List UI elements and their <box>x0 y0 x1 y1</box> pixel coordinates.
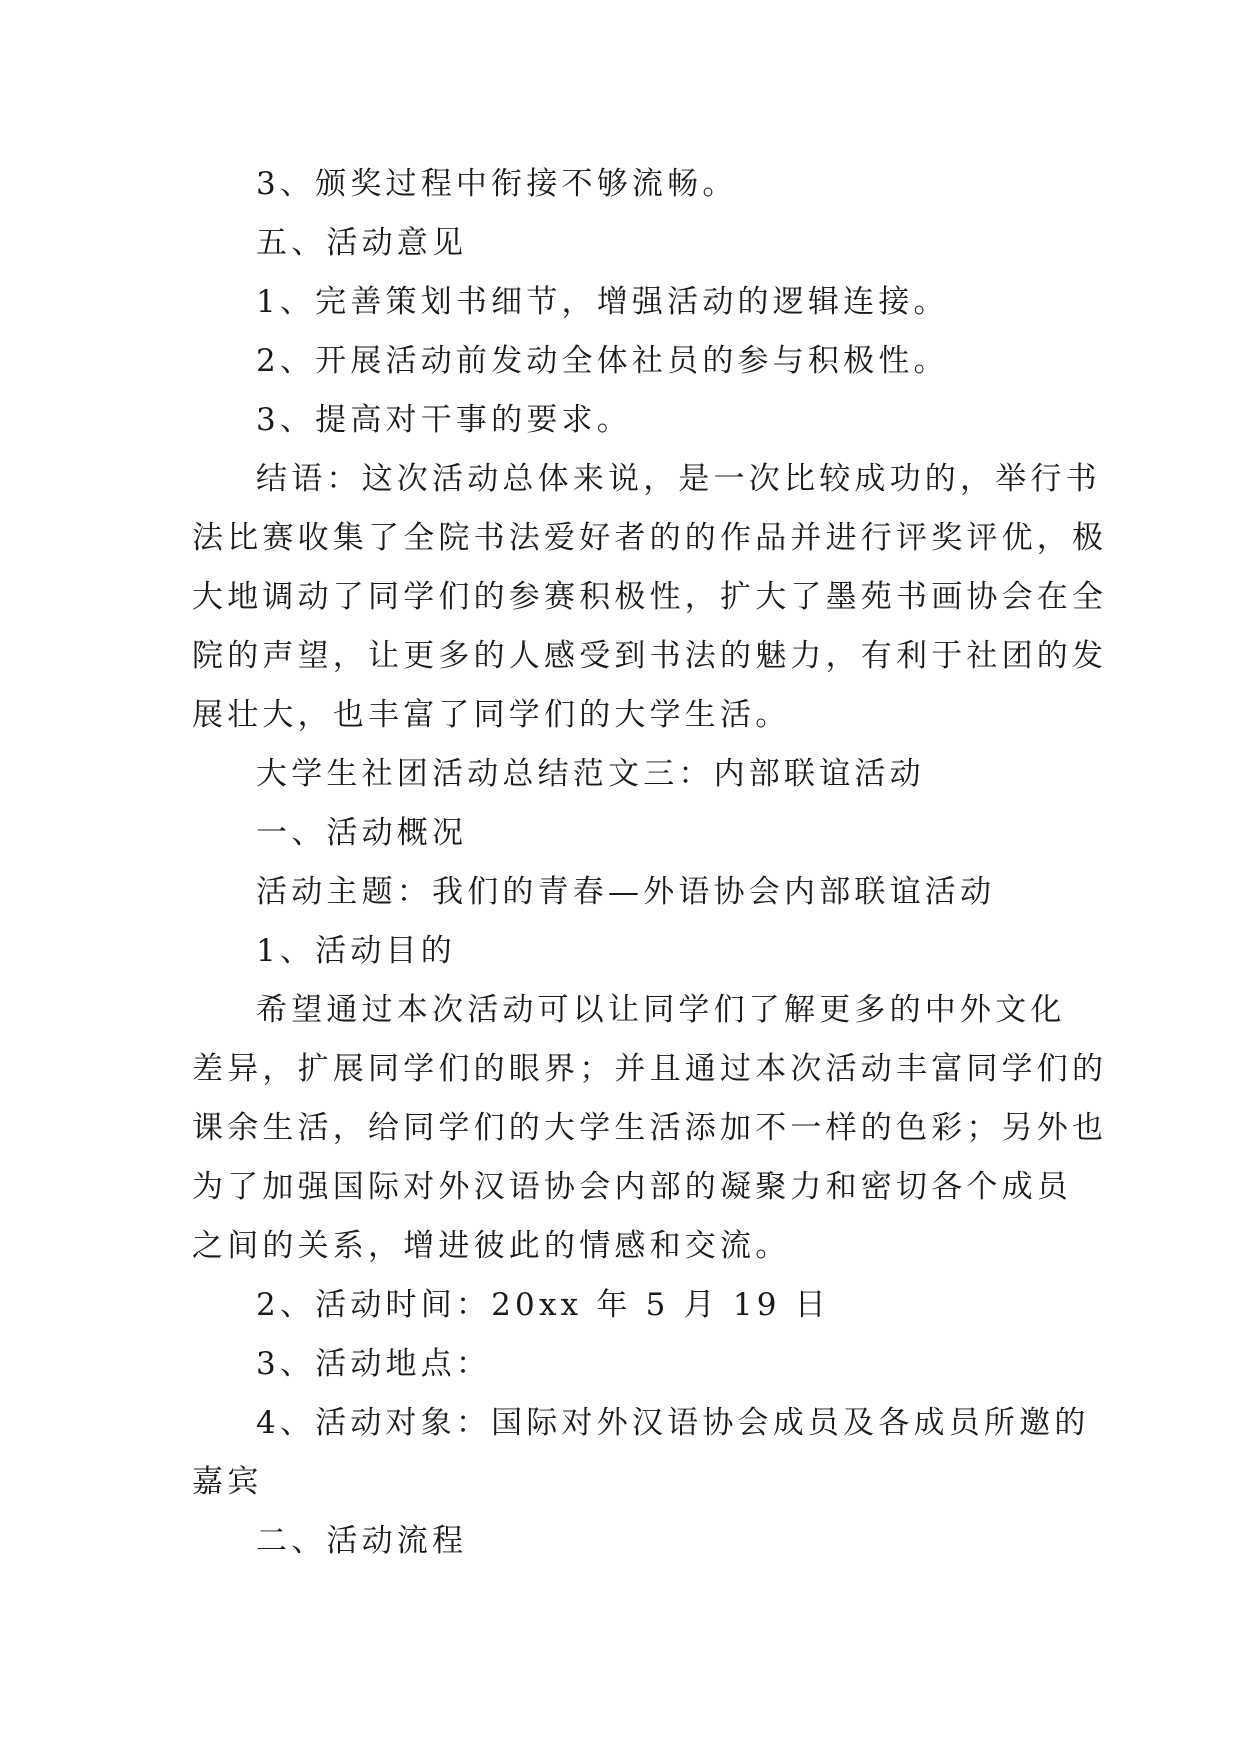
article-title: 大学生社团活动总结范文三：内部联谊活动 <box>256 756 925 792</box>
paragraph-line: 法比赛收集了全院书法爱好者的的作品并进行评奖评优，极 <box>192 520 1108 556</box>
list-item: 3、提高对干事的要求。 <box>256 402 632 438</box>
paragraph-line: 嘉宾 <box>192 1464 263 1500</box>
section-heading: 一、活动概况 <box>256 815 468 851</box>
paragraph-line: 展壮大，也丰富了同学们的大学生活。 <box>192 697 791 733</box>
paragraph-line: 大地调动了同学们的参赛积极性，扩大了墨苑书画协会在全 <box>192 579 1108 615</box>
paragraph-line: 结语：这次活动总体来说，是一次比较成功的，举行书 <box>256 461 1101 497</box>
subsection-heading: 1、活动目的 <box>256 933 456 969</box>
list-item: 1、完善策划书细节，增强活动的逻辑连接。 <box>256 284 949 320</box>
conclusion-paragraph <box>192 450 1108 745</box>
section-heading: 二、活动流程 <box>256 1523 468 1559</box>
activity-audience <box>192 1394 1090 1512</box>
paragraph-line: 课余生活，给同学们的大学生活添加不一样的色彩；另外也 <box>192 1110 1108 1146</box>
paragraph-line: 为了加强国际对外汉语协会内部的凝聚力和密切各个成员 <box>192 1169 1072 1205</box>
activity-time: 2、活动时间：20xx 年 5 月 19 日 <box>256 1287 830 1323</box>
list-item: 2、开展活动前发动全体社员的参与积极性。 <box>256 343 949 379</box>
list-item: 3、颁奖过程中衔接不够流畅。 <box>256 166 738 202</box>
paragraph-line: 差异，扩展同学们的眼界；并且通过本次活动丰富同学们的 <box>192 1051 1108 1087</box>
paragraph-line: 之间的关系，增进彼此的情感和交流。 <box>192 1228 791 1264</box>
activity-theme: 活动主题：我们的青春—外语协会内部联谊活动 <box>256 874 996 910</box>
paragraph-line: 希望通过本次活动可以让同学们了解更多的中外文化 <box>256 992 1066 1028</box>
paragraph-line: 4、活动对象：国际对外汉语协会成员及各成员所邀的 <box>256 1405 1090 1441</box>
purpose-paragraph <box>192 981 1108 1276</box>
activity-location: 3、活动地点： <box>256 1346 492 1382</box>
section-heading: 五、活动意见 <box>256 225 468 261</box>
document-body <box>192 155 1108 1571</box>
paragraph-line: 院的声望，让更多的人感受到书法的魅力，有利于社团的发 <box>192 638 1108 674</box>
